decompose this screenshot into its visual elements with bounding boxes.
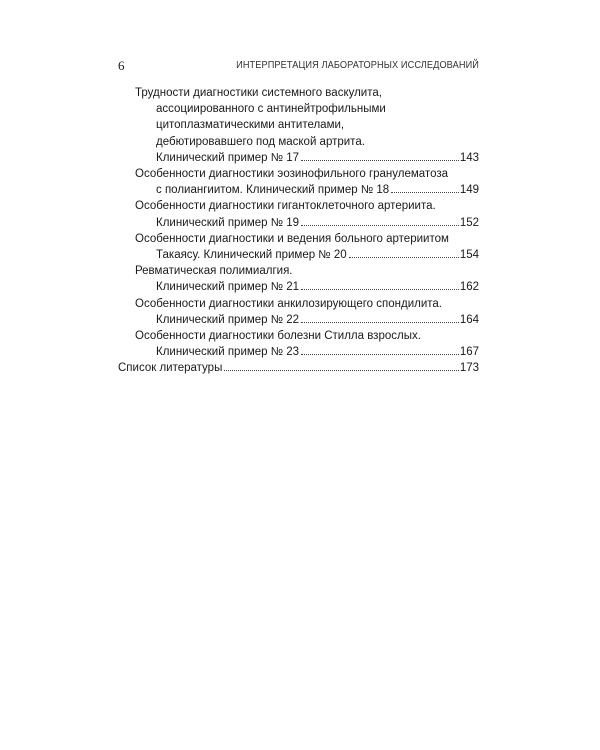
dot-leader (301, 313, 459, 323)
toc-entry-title-line: Особенности диагностики и ведения больного артериитом (135, 232, 449, 245)
toc-entry-last-line (118, 360, 479, 376)
toc-entry-text: Список литературы (118, 362, 223, 375)
toc-entry-title-line: Трудности диагностики системного васкулита, (135, 87, 382, 99)
toc-entry-text: Клинический пример № 19 (156, 216, 300, 229)
toc-page-number: 149 (459, 184, 479, 197)
toc-entry-last-line (118, 279, 479, 295)
toc-entry-text: Клинический пример № 23 (156, 346, 300, 359)
toc-entry-last-line (118, 215, 479, 231)
toc-page-number: 167 (459, 346, 479, 359)
toc-entry[interactable] (118, 198, 479, 230)
toc-entry[interactable] (118, 231, 479, 263)
toc-entry-title-line: дебютировавшего под маской артрита. (156, 135, 365, 148)
toc-page-number: 152 (459, 216, 479, 229)
dot-leader (301, 280, 459, 290)
toc-entry-title-line: Особенности диагностики анкилозирующего спондилита. (135, 297, 442, 310)
running-header: ИНТЕРПРЕТАЦИЯ ЛАБОРАТОРНЫХ ИССЛЕДОВАНИЙ (236, 60, 479, 71)
toc-entry-text: Клинический пример № 17 (156, 151, 300, 164)
dot-leader (391, 183, 459, 193)
toc-entry-title-line: цитоплазматическими антителами, (156, 119, 345, 132)
toc-entry[interactable] (118, 166, 479, 198)
dot-leader (224, 361, 458, 371)
toc-entry[interactable] (118, 296, 479, 328)
toc-entry-last-line (118, 344, 479, 360)
toc-entry-title-line: Особенности диагностики эозинофильного гранулематоза (135, 168, 449, 181)
toc-entry-title-line: Особенности диагностики гигантоклеточного артериита. (135, 200, 436, 213)
toc-entry[interactable] (118, 85, 479, 166)
toc-entry-references[interactable] (118, 360, 479, 376)
toc-entry-last-line (118, 312, 479, 328)
toc-entry-last-line (118, 182, 479, 198)
toc-entry-text: Клинический пример № 21 (156, 281, 300, 294)
table-of-contents (118, 85, 479, 377)
dot-leader (301, 151, 459, 161)
page-number: 6 (118, 58, 125, 73)
toc-entry-title-line: ассоциированного с антинейтрофильными (156, 103, 386, 116)
toc-entry-text: Такаясу. Клинический пример № 20 (156, 249, 347, 262)
toc-entry-text: Клинический пример № 22 (156, 313, 300, 326)
toc-page-number: 162 (459, 281, 479, 294)
toc-entry[interactable] (118, 328, 479, 360)
toc-entry-title-line: Ревматическая полимиалгия. (135, 265, 293, 278)
dot-leader (349, 248, 459, 258)
toc-page-number: 154 (459, 249, 479, 262)
dot-leader (301, 216, 459, 226)
toc-entry-text: с полиангиитом. Клинический пример № 18 (156, 184, 390, 197)
dot-leader (301, 345, 459, 355)
toc-entry[interactable] (118, 263, 479, 295)
toc-entry-last-line (118, 247, 479, 263)
toc-entry-title-line: Особенности диагностики болезни Стилла взрослых. (135, 330, 421, 343)
toc-page-number: 143 (459, 151, 479, 164)
toc-page-number: 164 (459, 313, 479, 326)
toc-entry-last-line (118, 150, 479, 166)
toc-page-number: 173 (459, 362, 479, 375)
